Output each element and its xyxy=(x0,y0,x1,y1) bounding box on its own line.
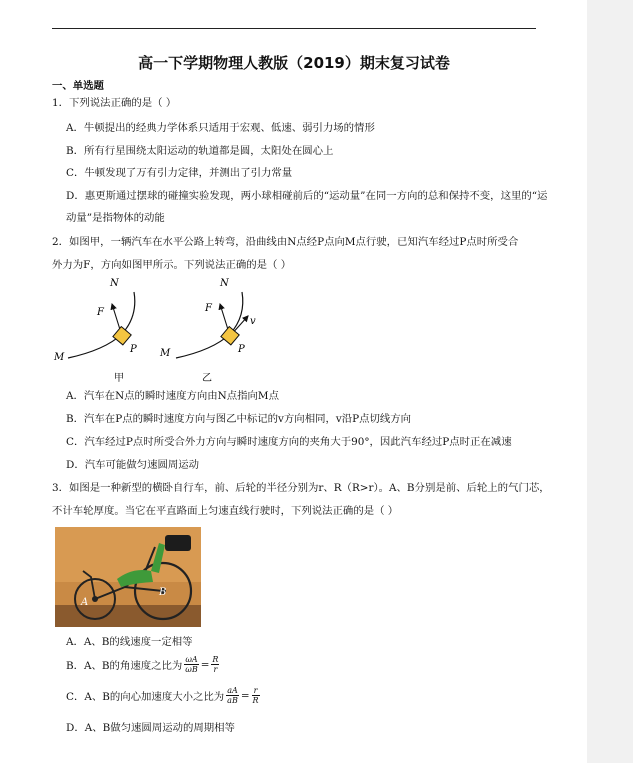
yi-label-v: v xyxy=(250,316,256,327)
jia-label-p: P xyxy=(130,344,137,355)
jia-caption: 甲 xyxy=(114,373,124,384)
photo-label-a: A xyxy=(81,597,89,608)
yi-label-m: M xyxy=(160,348,171,359)
q3-option-c-text: C．A、B的向心加速度大小之比为 xyxy=(66,691,225,703)
q1-option-d-cont: 动量”是指物体的动能 xyxy=(66,212,165,224)
q3-option-a: A．A、B的线速度一定相等 xyxy=(66,636,193,648)
q3-option-d: D．A、B做匀速圆周运动的周期相等 xyxy=(66,722,235,734)
q3-option-b-fraction-right xyxy=(211,655,219,674)
q2-option-a: A．汽车在N点的瞬时速度方向由N点指向M点 xyxy=(66,390,279,402)
q3-stem-line1: 3．如图是一种新型的横卧自行车，前、后轮的半径分别为r、R（R>r）。A、B分别是前、后轮上的气门芯， xyxy=(52,482,550,494)
jia-label-f: F xyxy=(97,307,104,318)
q1-option-d: D．惠更斯通过摆球的碰撞实验发现，两小球相碰前后的“运动量”在同一方向的总和保持不变，这里的“运 xyxy=(66,190,548,202)
q1-stem: 1．下列说法正确的是（ ） xyxy=(52,97,177,109)
frac-den: r xyxy=(213,665,218,674)
frac-num: aA xyxy=(227,686,238,695)
photo-label-b: B xyxy=(159,587,167,598)
header-rule xyxy=(52,28,536,29)
q2-option-d: D．汽车可能做匀速圆周运动 xyxy=(66,459,200,471)
q1-option-c: C．牛顿发现了万有引力定律，并测出了引力常量 xyxy=(66,167,293,179)
equals-sign: = xyxy=(240,689,250,702)
viewer-scroll-gutter[interactable] xyxy=(587,0,633,763)
q1-option-b: B．所有行星围绕太阳运动的轨道都是圆，太阳处在圆心上 xyxy=(66,145,334,157)
q2-stem-line1: 2．如图甲，一辆汽车在水平公路上转弯，沿曲线由N点经P点向M点行驶，已知汽车经过P点时所受合 xyxy=(52,236,519,248)
jia-car xyxy=(113,327,131,345)
q2-stem-line2: 外力为F，方向如图甲所示。下列说法正确的是（ ） xyxy=(52,259,292,271)
q3-option-c xyxy=(66,686,260,705)
frac-den: aB xyxy=(227,696,238,705)
frac-num: r xyxy=(252,686,260,696)
q3-option-c-fraction-right xyxy=(252,686,260,705)
jia-label-m: M xyxy=(54,352,65,363)
frac-num: R xyxy=(212,655,219,664)
section-heading: 一、单选题 xyxy=(52,80,104,92)
frac-num: ωA xyxy=(185,655,198,664)
jia-curve xyxy=(68,292,135,358)
q2-option-b: B．汽车在P点的瞬时速度方向与图乙中标记的v方向相同，v沿P点切线方向 xyxy=(66,413,412,425)
q2-option-c: C．汽车经过P点时所受合外力方向与瞬时速度方向的夹角大于90°，因此汽车经过P点时正在减速 xyxy=(66,436,512,448)
jia-label-n: N xyxy=(110,278,119,289)
recumbent-bike-photo xyxy=(55,527,201,627)
figure-yi xyxy=(159,278,256,384)
yi-label-n: N xyxy=(220,278,229,289)
yi-curve xyxy=(176,292,243,358)
q1-option-a: A．牛顿提出的经典力学体系只适用于宏观、低速、弱引力场的情形 xyxy=(66,122,375,134)
q3-option-b-fraction-left xyxy=(184,655,198,674)
q3-option-b xyxy=(66,655,219,674)
q3-option-c-fraction-left xyxy=(226,686,239,705)
yi-caption: 乙 xyxy=(202,373,212,384)
q2-figures xyxy=(50,278,290,386)
q3-stem-line2: 不计车轮厚度。当它在平直路面上匀速直线行驶时，下列说法正确的是（ ） xyxy=(52,505,399,517)
frac-den: ωB xyxy=(185,665,198,674)
yi-label-f: F xyxy=(205,303,212,314)
equals-sign: = xyxy=(200,658,210,671)
page-title: 高一下学期物理人教版（2019）期末复习试卷 xyxy=(138,54,450,72)
yi-label-p: P xyxy=(238,344,245,355)
q3-option-b-text: B．A、B的角速度之比为 xyxy=(66,660,183,672)
figure-jia xyxy=(53,278,137,384)
frac-den: R xyxy=(252,696,259,705)
